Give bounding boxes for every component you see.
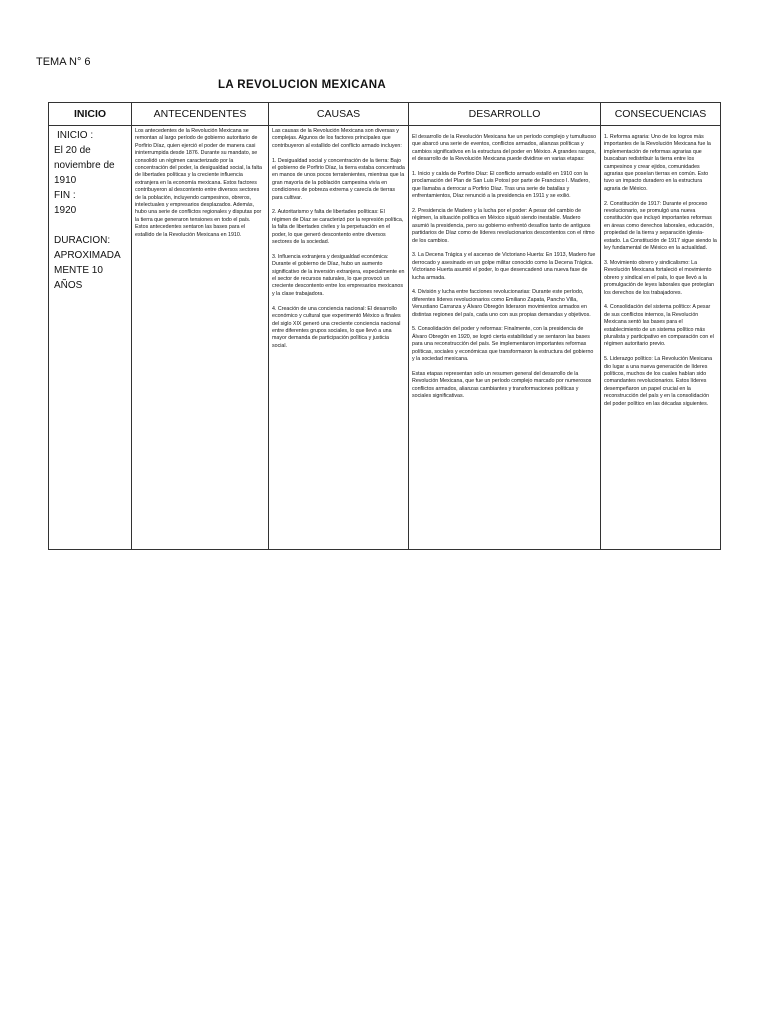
desarrollo-item: 4. División y lucha entre facciones revolucionarias: Durante este período, diferentes líderes revolucionarios como Emiliano Zapata, Pancho Villa, Venustiano Carranza y Álvaro Obregón lideraron movimientos armados en distintas regiones del país, cada uno con sus propias demandas y objetivos. (412, 289, 591, 318)
consecuencias-cell (601, 126, 721, 550)
inicio-year: 1910 (54, 175, 77, 186)
desarrollo-intro: El desarrollo de la Revolución Mexicana fue un período complejo y tumultuoso que abarcó una serie de eventos, conflictos armados, alianzas políticas y cambios significativos en la estructura del poder en México. A grandes rasgos, el desarrollo de la Revolución Mexicana puede dividirse en varias etapas: (412, 134, 597, 163)
desarrollo-item: 2. Presidencia de Madero y la lucha por el poder: A pesar del cambio de régimen, la situación política en México siguió siendo inestable. Madero asumió la presidencia, pero su gobierno enfrentó desafíos tanto de antiguos partidarios de Díaz como de líderes revolucionarios descontentos con el ritmo de los cambios. (412, 208, 595, 244)
desarrollo-item: 5. Consolidación del poder y reformas: Finalmente, con la presidencia de Álvaro Obregón en 1920, se logró cierta estabilidad y se sentaron las bases para una reconstrucción del país. Se implementaron importantes reformas políticas, sociales y económicas que transformaron la estructura del gobierno y la sociedad mexicana. (412, 326, 594, 363)
desarrollo-item: 3. La Decena Trágica y el ascenso de Victoriano Huerta: En 1913, Madero fue derrocado y asesinado en un golpe militar conocido como la Decena Trágica. Victoriano Huerta asumió el poder, lo que desencadenó una nueva fase de lucha armada. (412, 252, 596, 281)
inicio-date-line: El 20 de (54, 145, 91, 156)
topic-number: TEMA N° 6 (36, 56, 91, 68)
inicio-label: INICIO : (57, 130, 94, 141)
fin-label: FIN : (54, 190, 76, 201)
duracion-value: APROXIMADA (54, 250, 121, 261)
page-title: LA REVOLUCION MEXICANA (218, 79, 387, 91)
desarrollo-summary: Estas etapas representan solo un resumen general del desarrollo de la Revolución Mexicana, que fue un período complejo marcado por numerosos conflictos armados, alianzas cambiantes y transformaciones políticas y sociales significativas. (412, 370, 592, 400)
column-header-antecedentes: ANTECENDENTES (132, 103, 269, 126)
consecuencias-item: 5. Liderazgo político: La Revolución Mexicana dio lugar a una nueva generación de líderes políticos, muchos de los cuales habían sido comandantes revolucionarios. Estos líderes desempeñaron un papel crucial en la reconstrucción del país y en la consolidación del poder político en las décadas siguientes. (604, 356, 713, 407)
inicio-date-line: noviembre de (54, 160, 115, 171)
causas-intro: Las causas de la Revolución Mexicana son diversas y complejas. Algunos de los factores principales que contribuyeron al estallido del conflicto armado incluyen: (272, 128, 402, 149)
causas-cell (269, 126, 409, 550)
duracion-label: DURACION: (54, 235, 111, 246)
causas-item: 3. Influencia extranjera y desigualdad económica: Durante el gobierno de Díaz, hubo un aumento significativo de la inversión extranjera, especialmente en el sector de recursos naturales, lo que provocó un creciente descontento entre los empresarios mexicanos y la clase trabajadora. (272, 253, 405, 297)
consecuencias-item: 4. Consolidación del sistema político: A pesar de sus conflictos internos, la Revolución Mexicana sentó las bases para el establecimiento de un sistema político más pluralista y participativo en comparación con el régimen autoritario previo. (604, 304, 714, 348)
column-header-desarrollo: DESARROLLO (409, 103, 601, 126)
column-header-consecuencias: CONSECUENCIAS (601, 103, 721, 126)
antecedentes-cell (132, 126, 269, 550)
consecuencias-item: 1. Reforma agraria: Uno de los logros más importantes de la Revolución Mexicana fue la implementación de reformas agrarias que buscaban redistribuir la tierra entre los campesinos y crear ejidos, comunidades agrarias que poseían tierras en común. Esto tuvo un impacto duradero en la estructura agraria de México. (604, 134, 711, 192)
duracion-value: MENTE 10 AÑOS (54, 265, 103, 291)
inicio-cell (49, 126, 132, 550)
consecuencias-item: 3. Movimiento obrero y sindicalismo: La Revolución Mexicana fortaleció el movimiento obrero y sindical en el país, lo que llevó a la promulgación de leyes laborales que protegían los derechos de los trabajadores. (604, 259, 715, 296)
column-header-causas: CAUSAS (269, 103, 409, 126)
consecuencias-item: 2. Constitución de 1917: Durante el proceso revolucionario, se promulgó una nueva constitución que incluyó importantes reformas en áreas como derechos laborales, educación, propiedad de la tierra y separación iglesia-estado. La Constitución de 1917 sigue siendo la ley fundamental de México en la actualidad. (604, 200, 717, 252)
antecedentes-text: Los antecedentes de la Revolución Mexicana se remontan al largo período de gobierno autoritario de Porfirio Díaz, quien ejerció el poder de manera casi ininterrumpida desde 1876. Durante su mandato, se consolidó un régimen caracterizado por la concentración del poder, la desigualdad social, la falta de libertades políticas y la creciente influencia extranjera en la economía mexicana. Estos factores contribuyeron al descontento entre diversos sectores de la población, incluyendo campesinos, obreros, intelectuales y empresarios desplazados. Además, hubo una serie de conflictos regionales y disputas por la tierra que generaron tensiones en todo el país. Estos antecedentes sentaron las bases para el estallido de la Revolución Mexicana en 1910. (135, 128, 262, 238)
causas-item: 1. Desigualdad social y concentración de la tierra: Bajo el gobierno de Porfirio Díaz, la tierra estaba concentrada en manos de unos pocos terratenientes, mientras que la gran mayoría de la población campesina vivía en condiciones de pobreza extrema y carecía de tierras para cultivar. (272, 157, 405, 201)
table-row (49, 126, 721, 550)
desarrollo-cell (409, 126, 601, 550)
causas-item: 2. Autoritarismo y falta de libertades políticas: El régimen de Díaz se caracterizó por la represión política, la falta de libertades civiles y la perpetuación en el poder, lo que generó descontento entre diversos sectores de la sociedad. (272, 209, 404, 246)
table-header-row (49, 103, 721, 126)
causas-item: 4. Creación de una conciencia nacional: El desarrollo económico y cultural que experimentó México a finales del siglo XIX generó una creciente conciencia nacional entre diferentes grupos sociales, lo que llevó a una mayor demanda de participación política y justicia social. (272, 305, 401, 349)
summary-table (48, 102, 721, 550)
column-header-inicio: INICIO (49, 103, 132, 126)
fin-year: 1920 (54, 205, 77, 216)
desarrollo-item: 1. Inicio y caída de Porfirio Díaz: El conflicto armado estalló en 1910 con la proclamación del Plan de San Luis Potosí por parte de Francisco I. Madero, que llamaba a derrocar a Porfirio Díaz. Tras una serie de batallas y enfrentamientos, Díaz renunció a la presidencia en 1911 y se exilió. (412, 171, 590, 200)
